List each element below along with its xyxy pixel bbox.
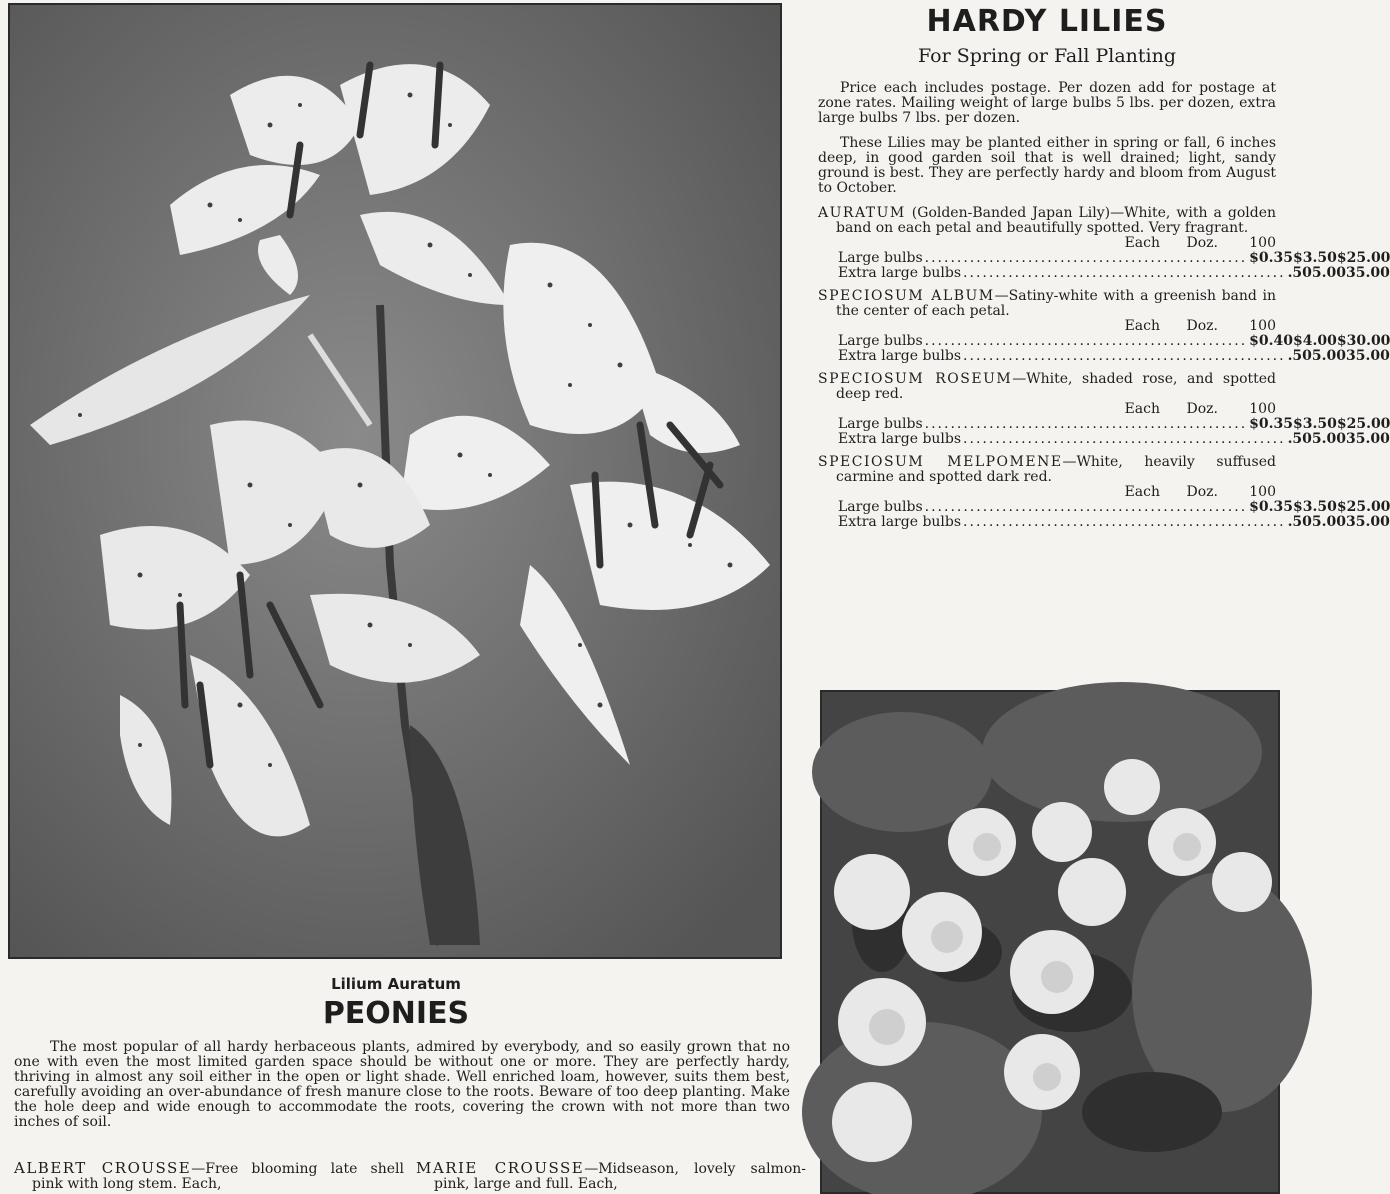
hardy-lilies-section: [818, 0, 1390, 538]
lily-name: SPECIOSUM ROSEUM: [818, 371, 1013, 387]
price-each: .50: [1287, 265, 1312, 281]
peony-desc: —Midseason, lovely salmon-pink, large and full. Each,: [434, 1161, 806, 1192]
price-doz: 5.00: [1311, 348, 1347, 364]
price-each: .50: [1287, 514, 1312, 530]
price-doz: $3.50: [1293, 499, 1337, 515]
leader-dots: ..................................................: [963, 514, 1286, 530]
size-label: Large bulbs: [838, 333, 923, 349]
peonies-intro: The most popular of all hardy herbaceous plants, admired by everybody, and so easily grown that no one with even the most limited garden space should be without one or more. They are perfectly hardy, thriving in almost any soil either in the open or light shade. Well enriched loam, however, suits them best, carefully avoiding an over-abundance of fresh manure close to the roots. Beware of too deep planting. Make the hole deep and wide enough to accommodate the roots, covering the crown with not more than two inches of soil.: [14, 1039, 790, 1130]
col-doz: Doz.: [1186, 484, 1218, 500]
price-100: 35.00: [1346, 431, 1390, 447]
price-100: 35.00: [1346, 348, 1390, 364]
lily-name: AURATUM: [818, 205, 906, 221]
price-100: $25.00: [1336, 416, 1390, 432]
peony-photograph: [820, 690, 1280, 1194]
price-table: [838, 318, 1390, 364]
size-label: Extra large bulbs: [838, 514, 962, 530]
col-doz: Doz.: [1186, 401, 1218, 417]
price-doz: $4.00: [1293, 333, 1337, 349]
size-label: Extra large bulbs: [838, 265, 962, 281]
price-doz: 5.00: [1311, 265, 1347, 281]
price-row-extra-large: [838, 514, 1390, 530]
peonies-title: PEONIES: [322, 996, 470, 1031]
price-100: $30.00: [1336, 333, 1390, 349]
lily-name: SPECIOSUM ALBUM: [818, 288, 995, 304]
lily-description: (Golden-Banded Japan Lily)—White, with a golden band on each petal and beautifully spotted. Very fragrant.: [836, 205, 1276, 236]
leader-dots: ..................................................: [963, 348, 1286, 364]
leader-dots: ..................................................: [963, 265, 1286, 281]
price-table: [838, 235, 1390, 281]
col-100: 100: [1249, 484, 1276, 500]
lily-entry: [818, 371, 1390, 447]
col-each: Each: [1124, 484, 1160, 500]
lily-photograph: [8, 3, 782, 959]
peony-image: [822, 692, 1278, 1192]
price-header-row: [838, 319, 1276, 334]
lily-entry-heading: [818, 455, 1276, 485]
leader-dots: ..................................................: [963, 431, 1286, 447]
lily-name: SPECIOSUM MELPOMENE: [818, 454, 1063, 470]
price-each: $0.35: [1249, 416, 1293, 432]
price-row-large: [838, 416, 1390, 432]
price-row-extra-large: [838, 431, 1390, 447]
price-row-extra-large: [838, 348, 1390, 364]
leader-dots: ..................................................: [924, 499, 1248, 515]
price-100: $25.00: [1336, 499, 1390, 515]
size-label: Extra large bulbs: [838, 431, 962, 447]
lilies-intro-planting: These Lilies may be planted either in spring or fall, 6 inches deep, in good garden soil that is well drained; light, sandy ground is best. They are perfectly hardy and bloom from August to October.: [818, 135, 1276, 196]
price-row-large: [838, 250, 1390, 266]
col-doz: Doz.: [1186, 318, 1218, 334]
lilies-intro-postage: Price each includes postage. Per dozen add for postage at zone rates. Mailing weight of large bulbs 5 lbs. per dozen, extra large bulbs 7 lbs. per dozen.: [818, 80, 1276, 126]
lily-entry-heading: [818, 289, 1276, 319]
lily-image: [10, 5, 780, 957]
col-each: Each: [1124, 318, 1160, 334]
lily-entry: [818, 288, 1390, 364]
price-row-extra-large: [838, 265, 1390, 281]
price-table: [838, 401, 1390, 447]
price-each: $0.40: [1249, 333, 1293, 349]
lily-entry: [818, 205, 1390, 281]
leader-dots: ..................................................: [924, 333, 1248, 349]
price-doz: $3.50: [1293, 416, 1337, 432]
leader-dots: ..................................................: [924, 416, 1248, 432]
lilies-subtitle: For Spring or Fall Planting: [918, 45, 1176, 67]
col-100: 100: [1249, 318, 1276, 334]
price-100: 35.00: [1346, 514, 1390, 530]
size-label: Large bulbs: [838, 416, 923, 432]
peony-marie-crousse: [416, 1161, 806, 1192]
price-header-row: [838, 402, 1276, 417]
col-100: 100: [1249, 401, 1276, 417]
peony-desc: —Free blooming late shell pink with long stem. Each,: [32, 1161, 404, 1192]
lilies-title: HARDY LILIES: [926, 4, 1168, 39]
col-100: 100: [1249, 235, 1276, 251]
price-100: 35.00: [1346, 265, 1390, 281]
price-row-large: [838, 499, 1390, 515]
price-each: $0.35: [1249, 250, 1293, 266]
price-header-row: [838, 485, 1276, 500]
price-each: .50: [1287, 431, 1312, 447]
price-table: [838, 484, 1390, 530]
peony-name: ALBERT CROUSSE: [14, 1159, 192, 1177]
lily-entry-heading: [818, 372, 1276, 402]
price-100: $25.00: [1336, 250, 1390, 266]
price-row-large: [838, 333, 1390, 349]
col-each: Each: [1124, 401, 1160, 417]
size-label: Large bulbs: [838, 499, 923, 515]
lily-description: —Satiny-white with a greenish band in the center of each petal.: [836, 288, 1276, 319]
lily-description: —White, shaded rose, and spotted deep red.: [836, 371, 1277, 402]
leader-dots: ..................................................: [924, 250, 1248, 266]
col-doz: Doz.: [1186, 235, 1218, 251]
price-each: $0.35: [1249, 499, 1293, 515]
size-label: Large bulbs: [838, 250, 923, 266]
price-each: .50: [1287, 348, 1312, 364]
lily-entry-heading: [818, 206, 1276, 236]
size-label: Extra large bulbs: [838, 348, 962, 364]
peony-name: MARIE CROUSSE: [416, 1159, 585, 1177]
lily-photo-caption: Lilium Auratum: [331, 975, 461, 993]
price-header-row: [838, 236, 1276, 251]
price-doz: $3.50: [1293, 250, 1337, 266]
price-doz: 5.00: [1311, 431, 1347, 447]
price-doz: 5.00: [1311, 514, 1347, 530]
lily-description: —White, heavily suffused carmine and spotted dark red.: [836, 454, 1276, 485]
col-each: Each: [1124, 235, 1160, 251]
lily-entry: [818, 454, 1390, 530]
peony-albert-crousse: [14, 1161, 404, 1192]
